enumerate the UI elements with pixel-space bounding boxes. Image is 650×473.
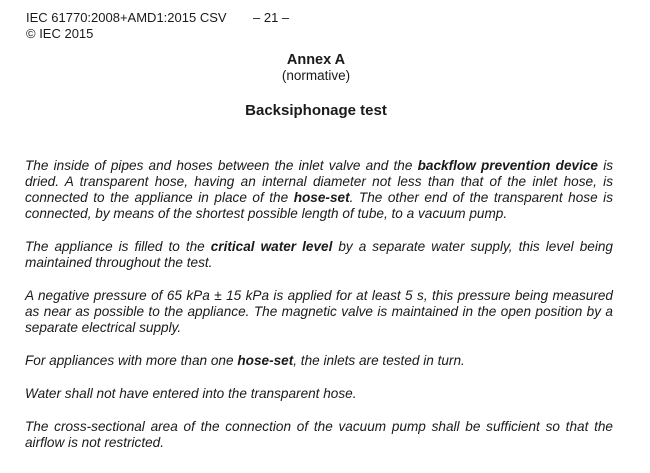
paragraph — [25, 353, 613, 369]
paragraph-text: . The other end of the transparent hose is connected, by means of the shortest possible length of tube, to a vacuum pump. — [25, 190, 613, 221]
paragraph — [25, 386, 613, 402]
section-title: Backsiphonage test — [245, 102, 387, 119]
paragraph-text: Water shall not have entered into the transparent hose. — [25, 386, 357, 401]
paragraph — [25, 288, 613, 336]
annex-title: Annex A — [286, 52, 346, 68]
paragraph-text: The appliance is filled to the — [25, 239, 211, 254]
paragraph-text: is dried. A transparent hose, having an internal diameter not less than that of the inlet hose, is connected to the appliance in place of the — [25, 158, 614, 205]
defined-term: backflow prevention device — [417, 158, 598, 173]
body-paragraphs — [25, 158, 613, 468]
page-header — [26, 10, 227, 41]
copyright-notice: © IEC 2015 — [26, 25, 94, 41]
annex-normative-label: (normative) — [281, 68, 351, 83]
paragraph-text: , the inlets are tested in turn. — [293, 353, 465, 368]
page-number: – 21 – — [253, 10, 290, 25]
paragraph-text: The inside of pipes and hoses between the inlet valve and the — [25, 158, 418, 173]
paragraph-text: A negative pressure of 65 kPa ± 15 kPa is applied for at least 5 s, this pressure being measured as near as possible to the appliance. The magnetic valve is maintained in the open position by a separate electrical supply. — [25, 288, 613, 335]
defined-term: hose-set — [237, 353, 294, 368]
paragraph — [25, 239, 613, 271]
defined-term: critical water level — [210, 239, 333, 254]
document-reference: IEC 61770:2008+AMD1:2015 CSV — [26, 10, 227, 25]
paragraph — [25, 158, 613, 222]
defined-term: hose-set — [293, 190, 350, 205]
paragraph — [25, 419, 613, 451]
paragraph-text: For appliances with more than one — [25, 353, 238, 368]
paragraph-text: by a separate water supply, this level being maintained throughout the test. — [25, 239, 613, 270]
paragraph-text: The cross-sectional area of the connection of the vacuum pump shall be sufficient so that the airflow is not restricted. — [25, 419, 613, 450]
